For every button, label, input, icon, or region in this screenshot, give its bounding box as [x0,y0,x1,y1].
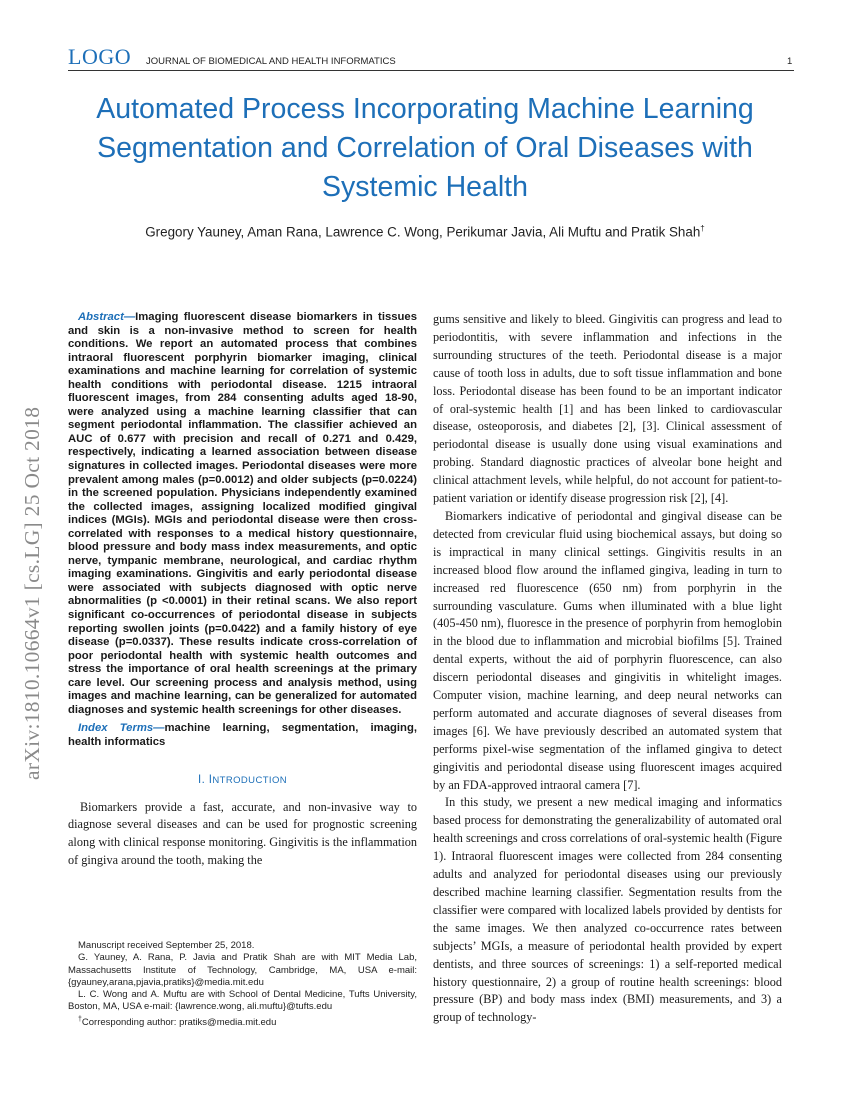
footnote-affiliation-2: L. C. Wong and A. Muftu are with School of Dental Medicine, Tufts University, Boston, MA, USA e-mail: {lawrence.wong, ali.muftu}@tufts.edu [68,989,417,1013]
arxiv-stamp: arXiv:1810.10664v1 [cs.LG] 25 Oct 2018 [20,406,44,780]
abstract-label: Abstract— [78,311,136,323]
section-heading-rest: NTRODUCTION [212,774,287,786]
journal-name: JOURNAL OF BIOMEDICAL AND HEALTH INFORMATICS [146,56,396,67]
section-numeral: I. [197,773,206,786]
index-terms [68,722,417,749]
footnote-affiliation-1: G. Yauney, A. Rana, P. Javia and Pratik Shah are with MIT Media Lab, Massachusetts Institute of Technology, Cambridge, MA, USA e-mail: {gyauney,arana,pjavia,pratiks}@media.mit.edu [68,952,417,988]
intro-paragraph: Biomarkers provide a fast, accurate, and non-invasive way to diagnose several diseases and can be used for prognostic screening along with clinical response monitoring. Gingivitis is the inflammation of gingiva around the tooth, making the [68,799,417,868]
right-column [433,311,782,1027]
index-terms-label: Index Terms— [78,722,165,735]
body-paragraph: Biomarkers indicative of periodontal and gingival disease can be detected from crevicular fluid using biochemical assays, but doing so is impractical in many clinical settings. Gingivitis results in an increased blood flow around the inflamed gingiva, leading in turn to increased red fluorescence (650 nm) from porphyrin in the surrounding vasculature. Gums when illuminated with a blue light (405-450 nm), fluoresce in the presence of porphyrin from hemoglobin in the blood due to inflammation and microbial biofilms [5]. Trained dental experts, without the aid of porphyrin fluorescence, can also discern periodontal diseases and gingivitis in whitelight images. Computer vision, machine learning, and deep neural networks can perform automated and accurate diagnoses of several diseases from images [6]. We have previously described an automated system that performs pixel-wise segmentation of the inflamed gingiva to detect gingivitis and periodontal disease using fluorescent images acquired by an FDA-approved intraoral camera [7]. [433,508,782,792]
paper-title: Automated Process Incorporating Machine Learning Segmentation and Correlation of Oral Diseases with Systemic Health [96,93,754,203]
footnote-corresponding [68,1014,417,1029]
body-paragraph: In this study, we present a new medical imaging and informatics based process for demonstrating the generalizability of automated oral health screenings and cross correlations of oral-systemic health (Figure 1). Intraoral fluorescent images were collected from 284 consenting adults and analyzed for periodontal diseases using our previously described machine learning classifier. Segmentation results from the classifier were compared with localized labels provided by dentists for the same images. We then analyzed co-occurrence rates between subjects’ MGIs, a measure of periodontal health provided by expert dentists, and three sources of screenings: 1) a self-reported medical history questionnaire, 2) a group of routine health screenings: blood pressure (BP) and body mass index (BMI) measurements, and 3) a group of technology- [433,795,783,1025]
journal-logo: LOGO [68,44,132,69]
footnote-dagger: † [78,1015,82,1023]
index-terms-text: machine learning, segmentation, imaging, health informatics [68,722,417,748]
footnote-corresponding-text: Corresponding author: pratiks@media.mit.edu [81,1016,277,1028]
page-number: 1 [787,56,793,67]
body-paragraph: gums sensitive and likely to bleed. Gingivitis can progress and lead to periodontitis, with severe inflammation and infections in the surrounding structures of the teeth. Periodontal disease is a major cause of tooth loss in adults, due to soft tissue inflammation and bone loss. Periodontal disease has been found to be an important indicator of oral-systemic health [1] and has been linked to cardiovascular disease, osteoporosis, and diabetes [2], [3]. Clinical assessment of periodontal disease is usually done using visual examinations and probing. Standard diagnostic practices of alveolar bone height and clinical attachment levels, while helpful, do not account for patient-to-patient variation or identify disease progression risk [2], [4]. [433,312,782,506]
footnotes [68,940,417,1029]
author-list [60,224,790,239]
footnote-received: Manuscript received September 25, 2018. [78,940,255,951]
section-heading-initial: I [208,773,213,786]
left-column [68,311,417,870]
header-rule [68,70,794,71]
author-names: Gregory Yauney, Aman Rana, Lawrence C. Wong, Perikumar Javia, Ali Muftu and Pratik Shah [145,224,701,240]
abstract-text: Imaging fluorescent disease biomarkers in tissues and skin is a non-invasive method to screen for health conditions. We report an automated process that combines intraoral fluorescent porphyrin biomarker imaging, clinical examinations and machine learning for correlation of systemic health conditions with periodontal disease. 1215 intraoral fluorescent images, from 284 consenting adults aged 18-90, were analyzed using a machine learning classifier that can segment periodontal inflammation. The classifier achieved an AUC of 0.677 with precision and recall of 0.271 and 0.429, respectively, indicating a learned association between disease signatures in collected images. Periodontal diseases were more prevalent among males (p=0.0012) and older subjects (p=0.0224) in the screened population. Physicians independently examined the collected images, assigning localized modified gingival indices (MGIs). MGIs and periodontal disease were then cross-correlated with responses to a medical history questionnaire, blood pressure and body mass index measurements, and optic nerve, tympanic membrane, neurological, and cardiac rhythm imaging examinations. Gingivitis and early periodontal disease were associated with subjects diagnosed with optic nerve abnormalities (p <0.0001) in their retinal scans. We also report significant co-occurrences of periodontal disease in subjects reporting swollen joints (p=0.0422) and a family history of eye disease (p=0.0337). These results indicate cross-correlation of poor periodontal health with systemic health outcomes and stress the importance of oral health screenings at the primary care level. Our screening process and analysis method, using images and machine learning, can be generalized for automated diagnoses and systemic health screenings for other diseases. [68,311,417,716]
abstract [68,311,417,717]
section-heading-introduction [68,774,417,786]
corresponding-mark: † [700,224,705,233]
